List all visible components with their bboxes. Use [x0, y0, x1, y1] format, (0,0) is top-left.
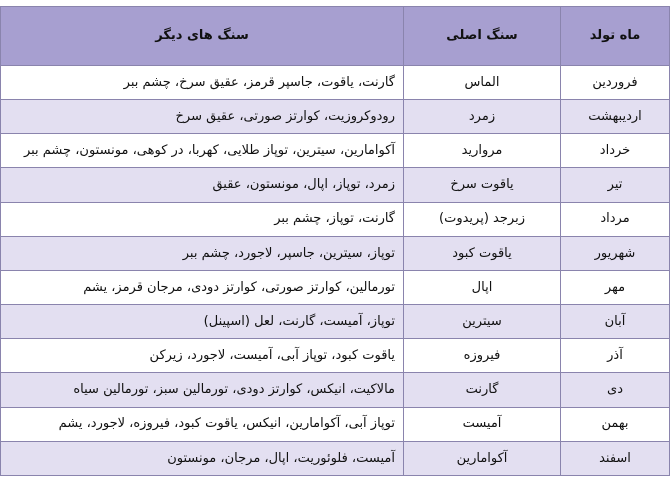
cell-other-stones: یاقوت کبود، توپاز آبی، آمیست، لاجورد، زیرکن — [1, 339, 404, 373]
cell-month: اردیبهشت — [561, 100, 670, 134]
cell-month: بهمن — [561, 407, 670, 441]
cell-month: اسفند — [561, 441, 670, 475]
cell-month: دی — [561, 373, 670, 407]
table-row — [1, 407, 670, 441]
cell-month: تیر — [561, 168, 670, 202]
table-row — [1, 66, 670, 100]
cell-other-stones: گارنت، یاقوت، جاسپر قرمز، عقیق سرخ، چشم ببر — [1, 66, 404, 100]
cell-month: فروردین — [561, 66, 670, 100]
cell-other-stones: مالاکیت، انیکس، کوارتز دودی، تورمالین سبز، تورمالین سیاه — [1, 373, 404, 407]
cell-month: آذر — [561, 339, 670, 373]
table-row — [1, 373, 670, 407]
cell-other-stones: تورمالین، کوارتز صورتی، کوارتز دودی، مرجان قرمز، یشم — [1, 270, 404, 304]
cell-month: خرداد — [561, 134, 670, 168]
cell-main-stone: فیروزه — [404, 339, 561, 373]
cell-main-stone: یاقوت سرخ — [404, 168, 561, 202]
cell-other-stones: رودوکروزیت، کوارتز صورتی، عقیق سرخ — [1, 100, 404, 134]
cell-main-stone: زبرجد (پریدوت) — [404, 202, 561, 236]
cell-main-stone: الماس — [404, 66, 561, 100]
table-header-row — [1, 7, 670, 66]
header-other-stones: سنگ های دیگر — [1, 7, 404, 66]
cell-other-stones: زمرد، توپاز، اپال، مونستون، عقیق — [1, 168, 404, 202]
table-row — [1, 339, 670, 373]
cell-other-stones: توپاز، سیترین، جاسپر، لاجورد، چشم ببر — [1, 236, 404, 270]
cell-month: مرداد — [561, 202, 670, 236]
table-row — [1, 100, 670, 134]
cell-month: مهر — [561, 270, 670, 304]
cell-month: آبان — [561, 305, 670, 339]
cell-other-stones: توپاز، آمیست، گارنت، لعل (اسپینل) — [1, 305, 404, 339]
table-row — [1, 270, 670, 304]
cell-main-stone: گارنت — [404, 373, 561, 407]
cell-main-stone: اپال — [404, 270, 561, 304]
cell-other-stones: توپاز آبی، آکوامارین، انیکس، یاقوت کبود، فیروزه، لاجورد، یشم — [1, 407, 404, 441]
cell-main-stone: مروارید — [404, 134, 561, 168]
cell-main-stone: یاقوت کبود — [404, 236, 561, 270]
header-main-stone: سنگ اصلی — [404, 7, 561, 66]
table-row — [1, 168, 670, 202]
cell-month: شهریور — [561, 236, 670, 270]
cell-other-stones: گارنت، توپاز، چشم ببر — [1, 202, 404, 236]
table-row — [1, 202, 670, 236]
cell-main-stone: آمیست — [404, 407, 561, 441]
cell-main-stone: سیترین — [404, 305, 561, 339]
table-row — [1, 305, 670, 339]
cell-other-stones: آمیست، فلوئوریت، اپال، مرجان، مونستون — [1, 441, 404, 475]
cell-main-stone: آکوامارین — [404, 441, 561, 475]
cell-other-stones: آکوامارین، سیترین، توپاز طلایی، کهربا، در کوهی، مونستون، چشم ببر — [1, 134, 404, 168]
cell-main-stone: زمرد — [404, 100, 561, 134]
header-birth-month: ماه تولد — [561, 7, 670, 66]
table-row — [1, 134, 670, 168]
birthstone-table — [0, 6, 670, 476]
table-row — [1, 236, 670, 270]
table-row — [1, 441, 670, 475]
